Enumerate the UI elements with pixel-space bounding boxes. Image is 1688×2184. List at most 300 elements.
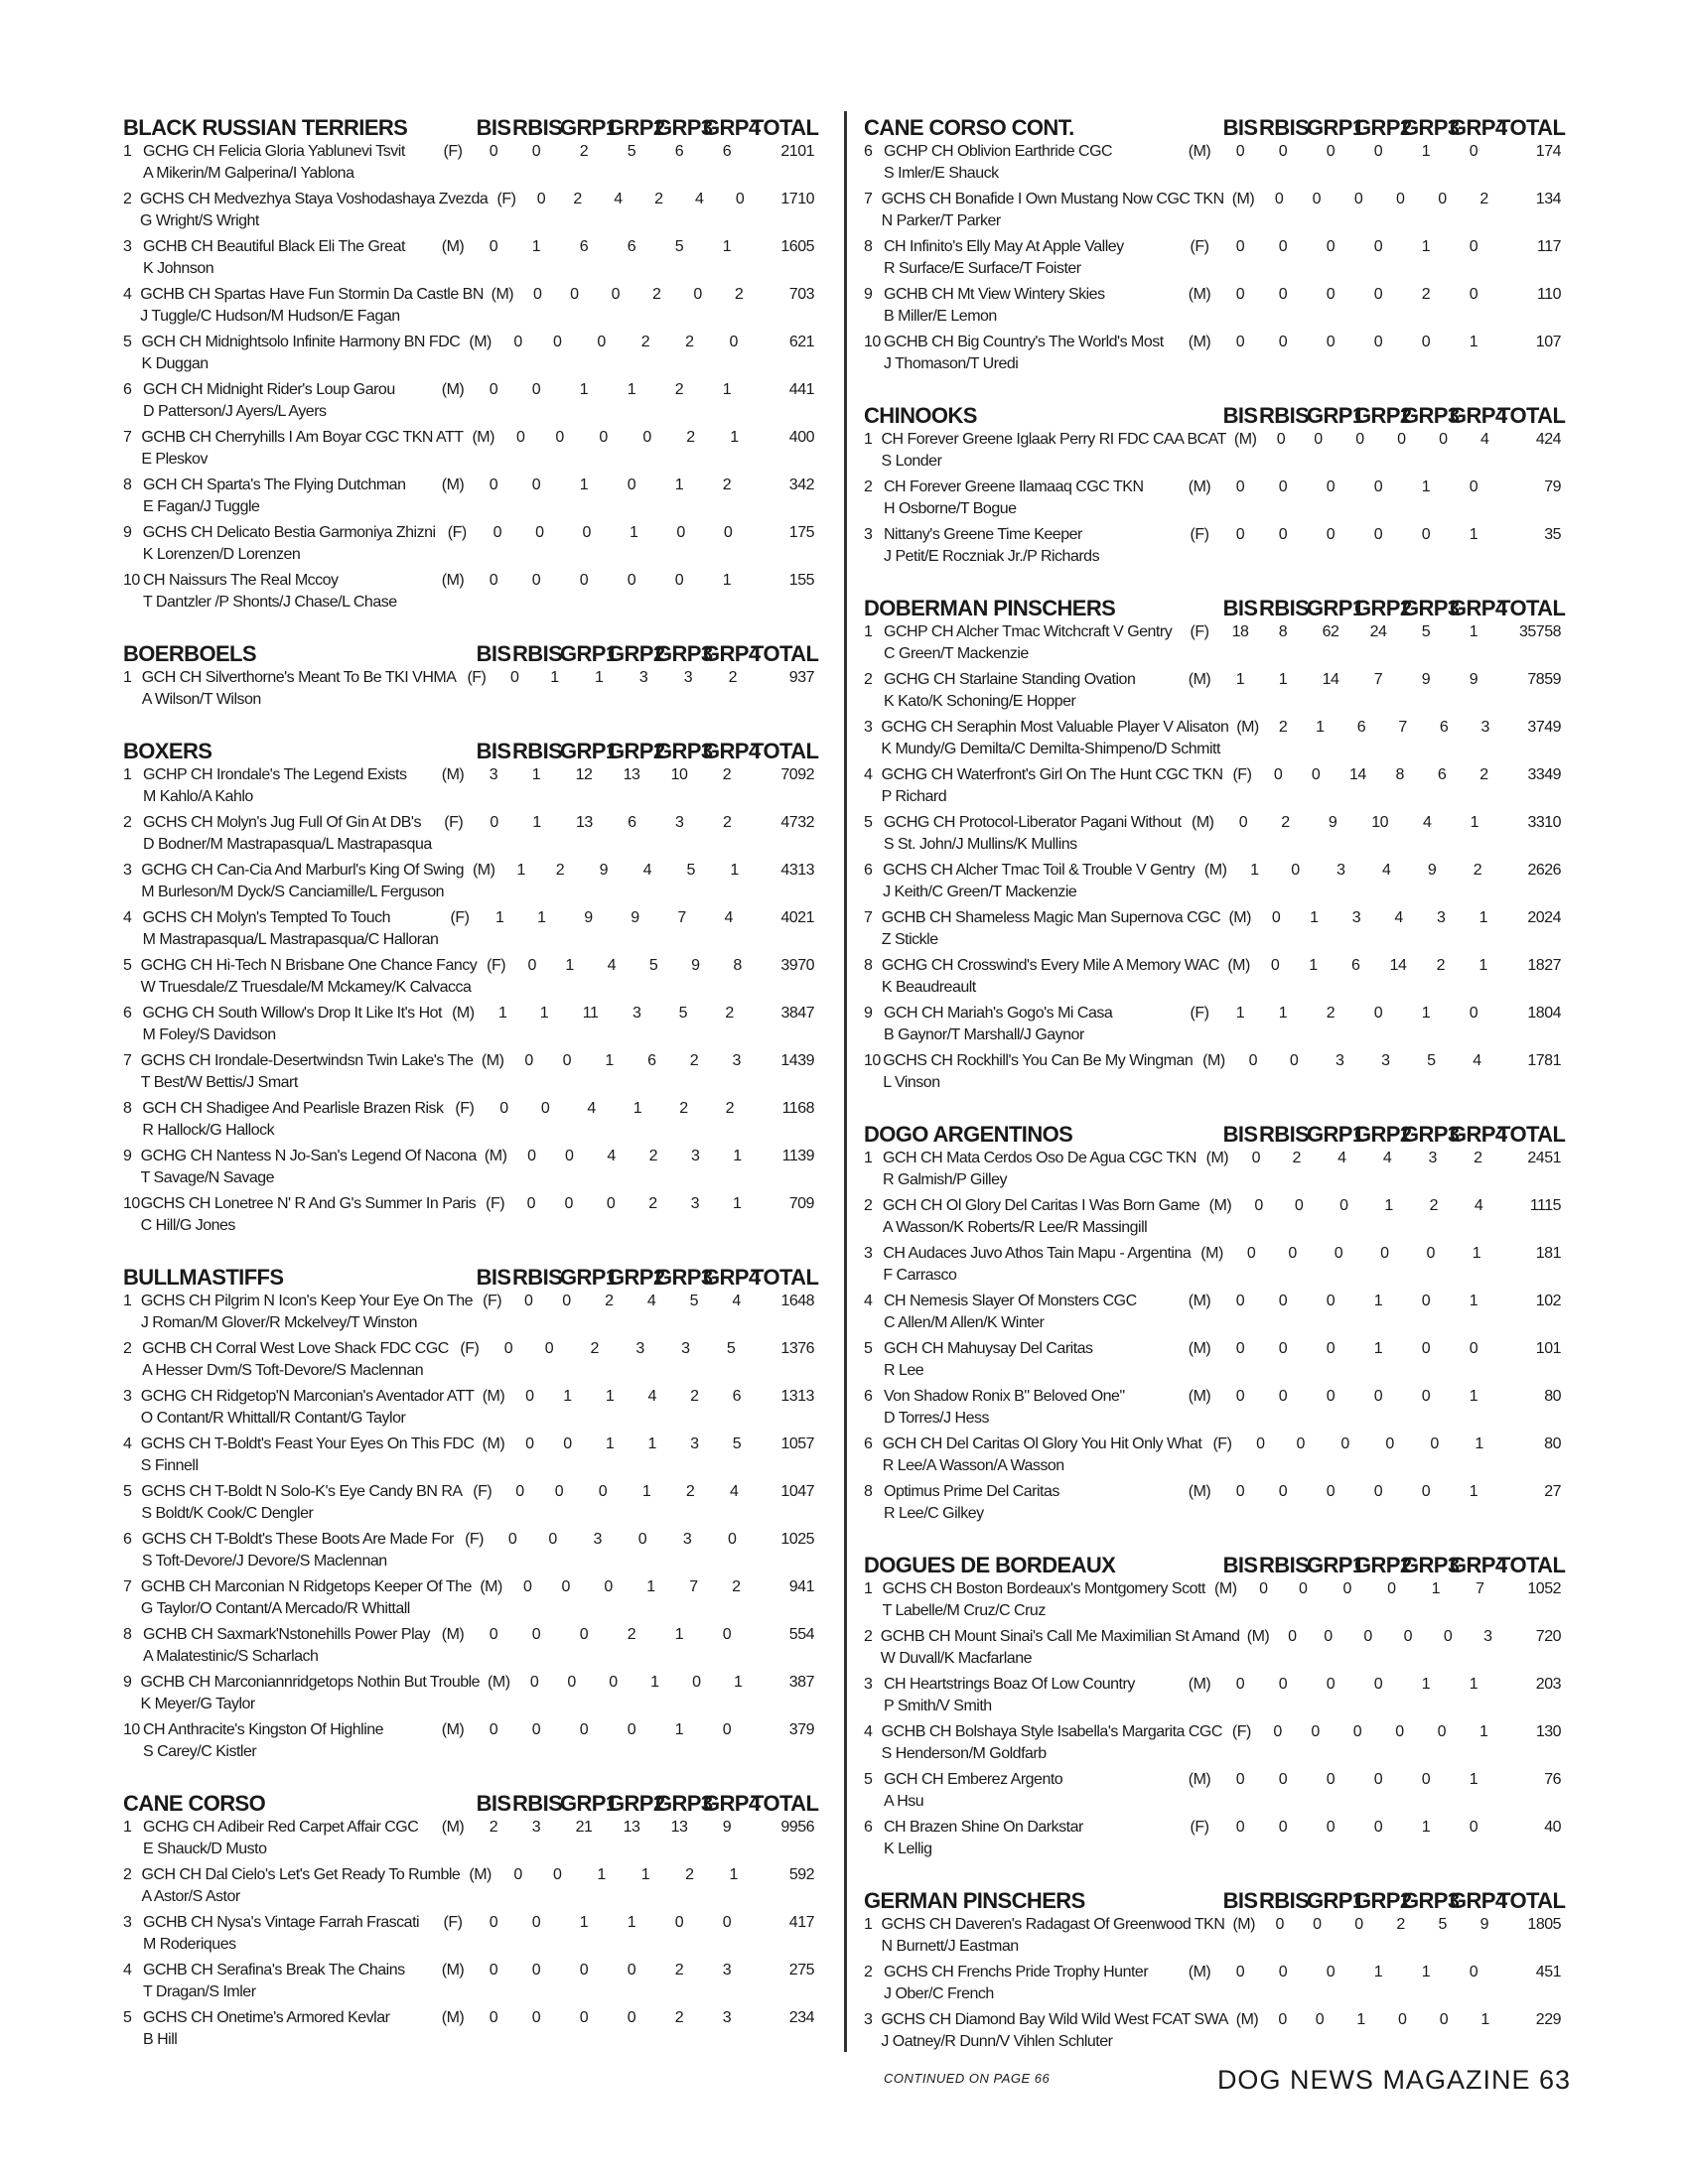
dog-name: GCHB CH Serafina's Break The Chains <box>143 1962 405 1979</box>
ranking-entry <box>123 1003 814 1050</box>
breed-header <box>864 1549 1566 1578</box>
dog-sex: (M) <box>441 1721 465 1738</box>
column-label: BIS <box>1222 403 1258 428</box>
stat-value: 0 <box>579 1721 589 1738</box>
stat-value: 2 <box>1479 766 1488 783</box>
stat-value: 0 <box>1355 431 1364 448</box>
dog-sex: (M) <box>441 381 465 398</box>
owner-names: S St. John/J Mullins/K Mullins <box>883 836 1077 853</box>
stat-value: 0 <box>516 429 525 446</box>
dog-name: CH Forever Greene Iglaak Perry RI FDC CAA BCAT <box>881 431 1226 448</box>
stat-value: 0 <box>1271 909 1281 926</box>
rank-number: 6 <box>864 1388 873 1405</box>
column-label: BIS <box>1222 596 1258 620</box>
stat-value: 0 <box>728 1531 737 1548</box>
rank-number: 8 <box>864 238 873 255</box>
breed-section <box>123 735 819 1241</box>
stat-value: 5 <box>686 862 695 879</box>
stat-value: 234 <box>788 2009 814 2026</box>
stat-value: 4 <box>724 909 733 926</box>
dog-entry <box>143 1817 431 1860</box>
stat-value: 1 <box>1469 1771 1478 1788</box>
owner-names: E Shauck/D Musto <box>143 1841 267 1857</box>
stat-value: 35 <box>1544 526 1561 543</box>
stat-value: 0 <box>554 1483 564 1500</box>
dog-sex: (M) <box>1202 1052 1225 1069</box>
rank-number: 10 <box>123 1721 140 1738</box>
dog-sex: (M) <box>469 1866 492 1883</box>
stat-value: 4 <box>614 191 623 207</box>
stat-value: 9 <box>1421 671 1431 688</box>
breed-section <box>864 399 1566 572</box>
dog-sex: (M) <box>481 1052 504 1069</box>
stat-value: 0 <box>1278 238 1288 255</box>
column-label: BIS <box>476 1791 511 1816</box>
right-column <box>864 111 1566 2086</box>
column-label: GRP3 <box>1402 1122 1460 1147</box>
breed-name: CHINOOKS <box>864 403 977 428</box>
dog-entry <box>883 1050 1193 1094</box>
stat-value: 1 <box>722 572 732 589</box>
stat-value: 0 <box>1278 1388 1288 1405</box>
dog-entry <box>143 236 431 280</box>
stat-value: 0 <box>1326 143 1336 160</box>
dog-entry <box>143 1624 431 1668</box>
stat-value: 1605 <box>780 238 814 255</box>
ranking-entry <box>123 1624 814 1672</box>
stat-value: 0 <box>1421 334 1431 350</box>
dog-entry <box>884 1291 1178 1334</box>
dog-entry <box>884 669 1178 713</box>
owner-names: R Surface/E Surface/T Foister <box>884 260 1081 277</box>
dog-name: Optimus Prime Del Caritas <box>884 1483 1059 1500</box>
dog-sex: (M) <box>1188 286 1211 303</box>
stat-value: 0 <box>1278 286 1288 303</box>
stat-value: 0 <box>531 2009 541 2026</box>
stat-value: 0 <box>1278 143 1288 160</box>
stat-value: 0 <box>1273 766 1283 783</box>
stat-value: 417 <box>788 1914 814 1931</box>
column-label: GRP2 <box>1354 1553 1412 1577</box>
stat-value: 0 <box>1235 286 1245 303</box>
stat-value: 0 <box>1315 2011 1325 2028</box>
owner-names: L Vinson <box>883 1074 940 1091</box>
stat-value: 14 <box>1389 957 1407 974</box>
stat-value: 0 <box>1395 1723 1404 1740</box>
column-label: BIS <box>476 641 511 666</box>
stat-value: 5 <box>726 1340 736 1357</box>
stat-value: 1 <box>1478 957 1487 974</box>
column-label: TOTAL <box>751 1791 819 1816</box>
stat-value: 2 <box>1326 1005 1336 1022</box>
column-label: GRP1 <box>560 739 618 763</box>
rank-number: 9 <box>123 1674 132 1691</box>
ranking-entry <box>864 717 1561 764</box>
stat-value: 0 <box>1256 1435 1265 1452</box>
dog-entry <box>884 1338 1178 1382</box>
owner-names: D Bodner/M Mastrapasqua/L Mastrapasqua <box>142 836 432 853</box>
owner-names: K Mundy/G Demilta/C Demilta-Shimpeno/D Schmitt <box>881 741 1220 757</box>
owner-names: T Dantzler /P Shonts/J Chase/L Chase <box>143 594 397 611</box>
stat-value: 0 <box>1373 1819 1383 1836</box>
ranking-entry <box>123 764 814 812</box>
stat-value: 2 <box>685 1866 694 1883</box>
dog-name: GCHG CH Hi-Tech N Brisbane One Chance Fancy <box>140 957 478 974</box>
stat-value: 0 <box>1278 334 1288 350</box>
continued-note: CONTINUED ON PAGE 66 <box>884 2071 1051 2086</box>
dog-entry <box>140 189 488 232</box>
stat-value: 4 <box>646 1293 656 1309</box>
rank-number: 2 <box>864 1964 873 1980</box>
rank-number: 5 <box>123 1483 132 1500</box>
stat-value: 2 <box>627 1626 636 1643</box>
stat-value: 6 <box>647 1052 656 1069</box>
rank-number: 3 <box>123 1388 132 1405</box>
stat-value: 7 <box>1398 719 1407 736</box>
owner-names: S Boldt/K Cook/C Dengler <box>141 1505 314 1522</box>
stat-value: 0 <box>565 1148 574 1164</box>
dog-name: CH Audaces Juvo Athos Tain Mapu - Argentina <box>883 1245 1192 1262</box>
stat-value: 6 <box>732 1388 742 1405</box>
owner-names: A Hsu <box>884 1793 924 1810</box>
ranking-entry <box>123 522 814 570</box>
stat-value: 107 <box>1535 334 1561 350</box>
stat-value: 0 <box>579 572 589 589</box>
column-label: GRP2 <box>1354 403 1412 428</box>
stat-value: 0 <box>609 1674 618 1691</box>
stat-value: 1 <box>674 1626 684 1643</box>
stat-value: 0 <box>489 572 498 589</box>
stat-value: 0 <box>544 1340 554 1357</box>
owner-names: J Tuggle/C Hudson/M Hudson/E Fagan <box>140 308 400 325</box>
stat-value: 592 <box>788 1866 815 1883</box>
stat-value: 0 <box>489 381 498 398</box>
stat-value: 0 <box>1421 1771 1431 1788</box>
stat-value: 0 <box>1387 1580 1396 1597</box>
stat-value: 229 <box>1535 2011 1561 2028</box>
stat-value: 0 <box>1235 1293 1245 1309</box>
stat-value: 275 <box>788 1962 814 1979</box>
stat-value: 0 <box>526 1195 535 1212</box>
stat-value: 1 <box>531 766 541 783</box>
stat-value: 342 <box>788 477 814 493</box>
rank-number: 2 <box>123 814 132 831</box>
dog-entry <box>884 284 1178 328</box>
stat-value: 1 <box>1469 1676 1478 1693</box>
stat-value: 1 <box>516 862 525 879</box>
dog-name: GCHS CH Bonafide I Own Mustang Now CGC TKN <box>881 191 1224 207</box>
stat-value: 9 <box>1479 1916 1489 1933</box>
dog-sex: (M) <box>1192 814 1214 831</box>
stat-value: 0 <box>1259 1580 1268 1597</box>
stat-value: 1 <box>1469 623 1478 640</box>
stat-value: 9 <box>599 862 609 879</box>
stat-value: 0 <box>627 1962 636 1979</box>
ranking-entry <box>864 1195 1561 1243</box>
stat-value: 2 <box>1396 1916 1405 1933</box>
dog-name: GCHG CH Can-Cia And Marburl's King Of Swing <box>141 862 465 879</box>
stat-value: 2 <box>1281 814 1290 831</box>
dog-sex: (M) <box>1233 431 1257 448</box>
stat-value: 0 <box>1235 1388 1245 1405</box>
stat-value: 0 <box>1314 431 1323 448</box>
rank-number: 3 <box>864 1676 873 1693</box>
dog-name: GCHS CH Medvezhya Staya Voshodashaya Zvezda <box>140 191 489 207</box>
column-label: GRP4 <box>703 641 761 666</box>
stat-value: 6 <box>674 143 684 160</box>
stat-value: 709 <box>788 1195 814 1212</box>
stat-value: 80 <box>1544 1435 1561 1452</box>
dog-entry <box>141 427 463 471</box>
dog-sex: (M) <box>1214 1580 1237 1597</box>
stat-value: 0 <box>1326 1964 1336 1980</box>
rank-number: 3 <box>864 1245 873 1262</box>
stat-value: 2 <box>648 1148 658 1164</box>
owner-names: B Gaynor/T Marshall/J Gaynor <box>884 1026 1084 1043</box>
dog-entry <box>882 1914 1225 1958</box>
stat-value: 2 <box>674 2009 684 2026</box>
dog-name: CH Brazen Shine On Darkstar <box>884 1819 1083 1836</box>
stat-value: 2 <box>686 429 695 446</box>
column-label: GRP4 <box>703 1791 761 1816</box>
stat-value: 3 <box>638 669 648 686</box>
dog-name: GCHP CH Alcher Tmac Witchcraft V Gentry <box>884 623 1173 640</box>
stat-value: 2 <box>605 1293 614 1309</box>
stat-value: 76 <box>1544 1771 1561 1788</box>
rank-number: 8 <box>864 1483 873 1500</box>
stat-value: 0 <box>489 1721 498 1738</box>
stat-value: 937 <box>788 669 814 686</box>
stat-value: 2 <box>1474 1150 1482 1166</box>
owner-names: K Kato/K Schoning/E Hopper <box>884 693 1076 710</box>
dog-name: GCHS CH Pilgrim N Icon's Keep Your Eye On The <box>140 1293 474 1309</box>
stat-value: 0 <box>489 143 498 160</box>
dog-entry <box>884 1003 1178 1046</box>
ranking-entry <box>864 1148 1561 1195</box>
column-label: GRP3 <box>1402 403 1460 428</box>
stat-value: 0 <box>1363 1628 1372 1645</box>
stat-value: 0 <box>1326 1819 1336 1836</box>
rank-number: 4 <box>123 1435 132 1452</box>
column-label: GRP4 <box>703 739 761 763</box>
stat-value: 0 <box>1273 1723 1282 1740</box>
stat-value: 5 <box>648 957 658 974</box>
stat-value: 2626 <box>1527 862 1562 879</box>
stat-value: 2 <box>674 1962 684 1979</box>
stat-value: 1 <box>722 238 732 255</box>
stat-value: 4 <box>1473 1052 1481 1069</box>
stat-value: 1 <box>539 1005 549 1022</box>
stat-value: 0 <box>692 1674 701 1691</box>
stat-value: 0 <box>611 286 620 303</box>
dog-entry <box>143 1719 431 1763</box>
stat-value: 27 <box>1544 1483 1561 1500</box>
stat-value: 1 <box>1310 909 1319 926</box>
stat-value: 0 <box>582 524 591 541</box>
breed-header <box>864 592 1566 621</box>
column-label: TOTAL <box>751 115 819 140</box>
stat-value: 0 <box>1326 1340 1336 1357</box>
owner-names: J Keith/C Green/T Mackenzie <box>883 884 1077 900</box>
ranking-entry <box>864 1769 1561 1817</box>
stat-value: 2 <box>489 1819 498 1836</box>
column-label: GRP1 <box>560 115 618 140</box>
rank-number: 3 <box>864 526 873 543</box>
stat-value: 7 <box>1476 1580 1484 1597</box>
breed-header <box>123 1261 819 1291</box>
dog-name: GCHB CH Mt View Wintery Skies <box>884 286 1105 303</box>
stat-value: 13 <box>576 814 593 831</box>
stat-value: 4 <box>732 1293 741 1309</box>
stat-value: 0 <box>513 1866 522 1883</box>
dog-entry <box>882 955 1219 999</box>
dog-sex: (F) <box>473 1483 492 1500</box>
stat-value: 0 <box>598 1483 608 1500</box>
owner-names: M Foley/S Davidson <box>142 1026 276 1043</box>
rank-number: 5 <box>123 957 132 974</box>
stat-value: 0 <box>1430 1435 1439 1452</box>
ranking-entry <box>123 1912 814 1960</box>
stat-value: 0 <box>523 1293 533 1309</box>
stat-value: 0 <box>1421 1483 1431 1500</box>
stat-value: 0 <box>1274 191 1284 207</box>
stat-value: 0 <box>1254 1197 1263 1214</box>
stat-value: 1 <box>633 1100 642 1117</box>
stat-value: 18 <box>1231 623 1249 640</box>
owner-names: R Hallock/G Hallock <box>142 1122 275 1139</box>
stat-value: 3749 <box>1527 719 1562 736</box>
dog-entry <box>881 429 1225 473</box>
stat-value: 5 <box>1438 1916 1447 1933</box>
dog-name: GCHS CH T-Boldt N Solo-K's Eye Candy BN RA <box>141 1483 463 1500</box>
owner-names: A Malatestinic/S Scharlach <box>143 1648 319 1665</box>
stat-value: 3310 <box>1527 814 1562 831</box>
breed-name: BLACK RUSSIAN TERRIERS <box>123 115 408 140</box>
stat-value: 0 <box>531 1962 541 1979</box>
column-label: RBIS <box>512 115 563 140</box>
stat-value: 2 <box>679 1100 688 1117</box>
dog-sex: (M) <box>1188 671 1211 688</box>
ranking-entry <box>123 1050 814 1098</box>
column-label: GRP2 <box>1354 596 1412 620</box>
stat-value: 2 <box>1292 1150 1301 1166</box>
dog-sex: (F) <box>1190 1005 1209 1022</box>
rank-number: 8 <box>123 1626 132 1643</box>
stat-value: 387 <box>788 1674 814 1691</box>
stat-value: 1 <box>597 1866 606 1883</box>
ranking-entry <box>123 570 814 617</box>
dog-sex: (F) <box>1232 766 1252 783</box>
rank-number: 2 <box>864 1197 873 1214</box>
stat-value: 3 <box>1336 862 1345 879</box>
ranking-entry <box>123 860 814 907</box>
stat-value: 0 <box>1421 1388 1431 1405</box>
column-label: GRP1 <box>1307 1122 1364 1147</box>
rank-number: 6 <box>123 1005 132 1022</box>
breed-header <box>123 735 819 764</box>
ranking-entry <box>864 812 1561 860</box>
stat-value: 0 <box>1326 526 1336 543</box>
stat-value: 1 <box>1472 1245 1481 1262</box>
stat-value: 0 <box>1373 1388 1383 1405</box>
stat-value: 1376 <box>780 1340 815 1357</box>
dog-sex: (M) <box>441 1626 465 1643</box>
breed-name: BOERBOELS <box>123 641 256 666</box>
dog-sex: (M) <box>1208 1197 1232 1214</box>
owner-names: C Hill/G Jones <box>140 1217 235 1234</box>
column-label: RBIS <box>1259 1122 1310 1147</box>
stat-value: 1 <box>595 669 604 686</box>
dog-entry <box>882 1721 1222 1765</box>
stat-value: 1 <box>532 814 541 831</box>
column-label: BIS <box>1222 1553 1258 1577</box>
rank-number: 3 <box>123 862 132 879</box>
dog-name: GCH CH Silverthorne's Meant To Be TKI VHMA <box>141 669 457 686</box>
rank-number: 1 <box>864 1150 873 1166</box>
stat-value: 1 <box>1373 1964 1383 1980</box>
rank-number: 8 <box>123 1100 132 1117</box>
stat-value: 0 <box>597 334 606 350</box>
stat-value: 3 <box>675 814 684 831</box>
rank-number: 6 <box>864 1435 873 1452</box>
breed-name: DOGUES DE BORDEAUX <box>864 1553 1116 1577</box>
dog-name: GCH CH Ol Glory Del Caritas I Was Born Game <box>882 1197 1200 1214</box>
dog-sex: (M) <box>441 1962 465 1979</box>
stat-value: 102 <box>1535 1293 1561 1309</box>
stat-value: 2 <box>1479 191 1488 207</box>
stat-value: 1804 <box>1527 1005 1561 1022</box>
ranking-entry <box>864 1914 1561 1962</box>
stat-value: 6 <box>627 238 636 255</box>
dog-sex: (M) <box>1188 1293 1211 1309</box>
stat-value: 0 <box>674 572 684 589</box>
stat-value: 2 <box>689 1052 699 1069</box>
ranking-entry <box>864 1386 1561 1433</box>
ranking-entry <box>123 1481 814 1529</box>
column-label: RBIS <box>512 641 563 666</box>
stat-value: 720 <box>1535 1628 1561 1645</box>
stat-value: 0 <box>1278 526 1288 543</box>
stat-value: 0 <box>1342 1580 1351 1597</box>
stat-value: 0 <box>1353 191 1363 207</box>
stat-value: 451 <box>1535 1964 1561 1980</box>
owner-names: B Miller/E Lemon <box>884 308 997 325</box>
stat-value: 4021 <box>780 909 814 926</box>
stat-value: 1 <box>1421 1819 1431 1836</box>
dog-sex: (F) <box>444 814 464 831</box>
stat-value: 554 <box>788 1626 814 1643</box>
owner-names: H Osborne/T Bogue <box>884 500 1017 517</box>
owner-names: S Finnell <box>140 1457 199 1474</box>
stat-value: 9 <box>722 1819 732 1836</box>
ranking-entry <box>864 524 1561 572</box>
stat-value: 0 <box>1469 1005 1478 1022</box>
stat-value: 0 <box>1288 1245 1297 1262</box>
stat-value: 1 <box>1475 1435 1483 1452</box>
stat-value: 0 <box>1278 1483 1288 1500</box>
stat-value: 1648 <box>780 1293 815 1309</box>
rank-number: 4 <box>123 286 132 303</box>
ranking-entry <box>123 1291 814 1338</box>
stat-value: 1 <box>627 381 636 398</box>
stat-value: 0 <box>599 429 608 446</box>
owner-names: Z Stickle <box>881 931 938 948</box>
rank-number: 6 <box>864 862 873 879</box>
stat-value: 0 <box>1443 1628 1453 1645</box>
stat-value: 10 <box>1371 814 1389 831</box>
rank-number: 3 <box>864 2011 873 2028</box>
stat-value: 2 <box>654 191 663 207</box>
